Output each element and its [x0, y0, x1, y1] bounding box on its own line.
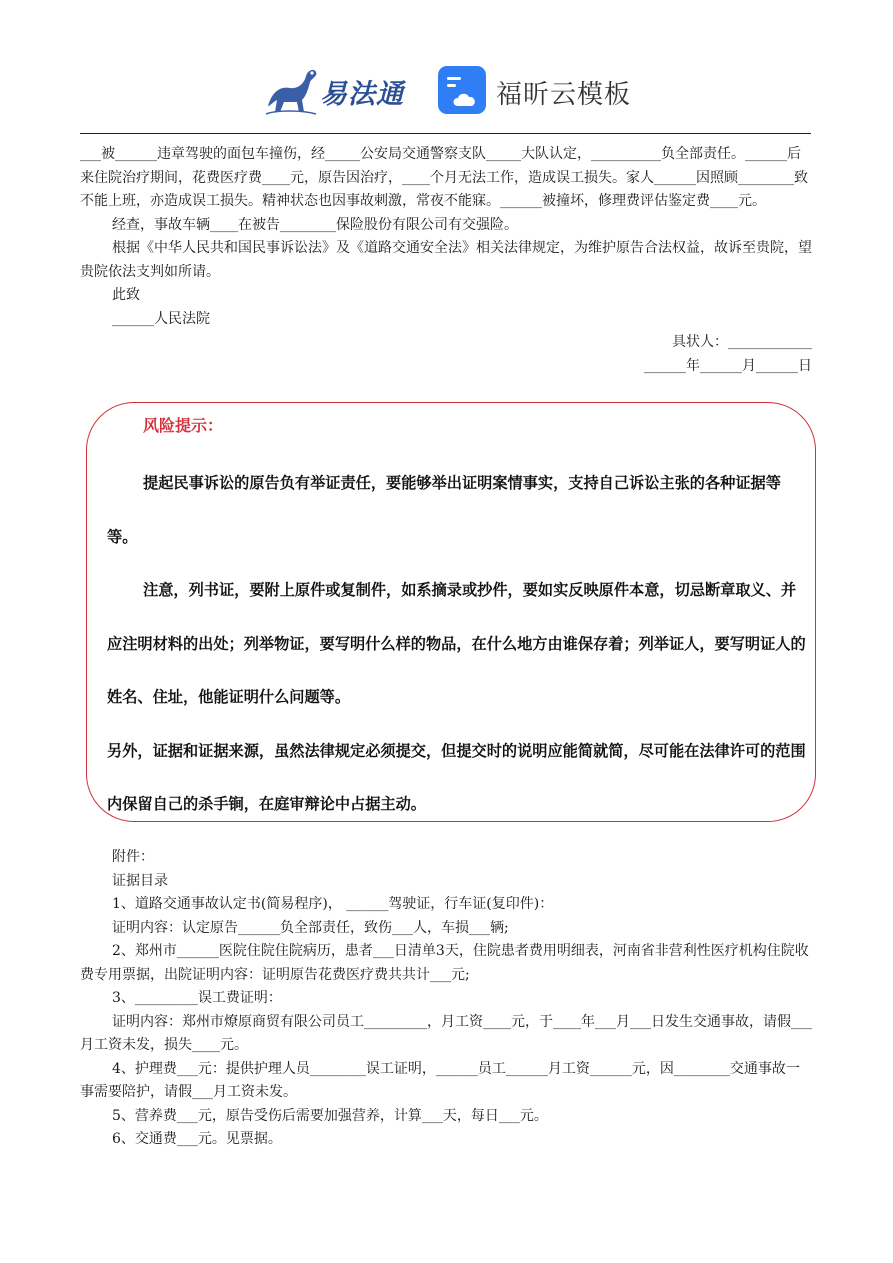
evidence-item-3: 3、_________误工费证明：	[112, 990, 282, 1006]
evidence-item-4: 4、护理费___元：提供护理人员________误工证明，______员工______月工资______元，因________交通事故一事需要陪护，请假___月工资未发。	[80, 1060, 800, 1100]
evidence-list-heading: 证据目录	[112, 872, 168, 889]
complaint-body	[80, 143, 812, 378]
facts-paragraph: ___被______违章驾驶的面包车撞伤，经_____公安局交通警察支队_____大队认定，__________负全部责任。______后来住院治疗期间，花费医疗费____元，原告因治疗，____个月无法工作，造成误工损失。家人______因照顾________致不能上班，亦造成误工损失。精神状态也因事故刺激，常夜不能寐。______被撞坏，修理费评估鉴定费____元。	[80, 146, 808, 209]
risk-notice-title: 风险提示：	[143, 416, 224, 435]
evidence-item-6: 6、交通费___元。见票据。	[112, 1131, 282, 1147]
court-name: ______人民法院	[112, 310, 210, 327]
attachments-heading: 附件：	[112, 849, 154, 865]
closing-salutation: 此致	[112, 287, 140, 303]
foxit-template-logo	[436, 64, 636, 120]
risk-notice-body	[107, 457, 807, 832]
insurance-paragraph: 经查，事故车辆____在被告________保险股份有限公司有交强险。	[112, 216, 518, 233]
signer-line: 具状人：____________	[672, 334, 812, 350]
brand-left-text: 易法通	[320, 79, 404, 110]
legal-basis-paragraph: 根据《中华人民共和国民事诉讼法》及《道路交通安全法》相关法律规定，为维护原告合法权益，故诉至贵院，望贵院依法支判如所请。	[80, 240, 812, 280]
qilin-icon	[262, 62, 320, 118]
yifatong-logo	[262, 62, 412, 118]
attachments-section	[80, 846, 812, 1152]
evidence-item-5: 5、营养费___元，原告受伤后需要加强营养，计算___天，每日___元。	[112, 1107, 548, 1124]
header-divider	[80, 133, 811, 134]
evidence-item-3-content: 证明内容：郑州市燎原商贸有限公司员工_________，月工资____元，于____年___月___日发生交通事故，请假___月工资未发，损失____元。	[80, 1013, 812, 1053]
risk-notice-box	[86, 402, 816, 822]
header-logos	[258, 58, 638, 122]
evidence-item-2: 2、郑州市______医院住院住院病历，患者___日清单3天，住院患者费用明细表，河南省非营利性医疗机构住院收费专用票据，出院证明内容：证明原告花费医疗费共共计___元;	[80, 943, 809, 983]
evidence-item-1-content: 证明内容：认定原告______负全部责任，致伤___人，车损___辆;	[112, 919, 509, 936]
date-line: ______年______月______日	[644, 357, 812, 374]
risk-paragraph-3: 另外，证据和证据来源，虽然法律规定必须提交，但提交时的说明应能简就简，尽可能在法律许可的范围内保留自己的杀手锏，在庭审辩论中占据主动。	[107, 741, 806, 813]
brand-right-text: 福昕云模板	[496, 80, 632, 110]
evidence-item-1: 1、道路交通事故认定书(简易程序)， ______驾驶证，行车证(复印件)：	[112, 896, 554, 912]
risk-paragraph-1: 提起民事诉讼的原告负有举证责任，要能够举出证明案情事实，支持自己诉讼主张的各种证据等等。	[107, 474, 781, 546]
cloud-doc-icon	[436, 64, 488, 116]
risk-paragraph-2: 注意，列书证，要附上原件或复制件，如系摘录或抄件，要如实反映原件本意，切忌断章取义、并应注明材料的出处；列举物证，要写明什么样的物品，在什么地方由谁保存着；列举证人，要写明证人的姓名、住址，他能证明什么问题等。	[107, 581, 806, 706]
